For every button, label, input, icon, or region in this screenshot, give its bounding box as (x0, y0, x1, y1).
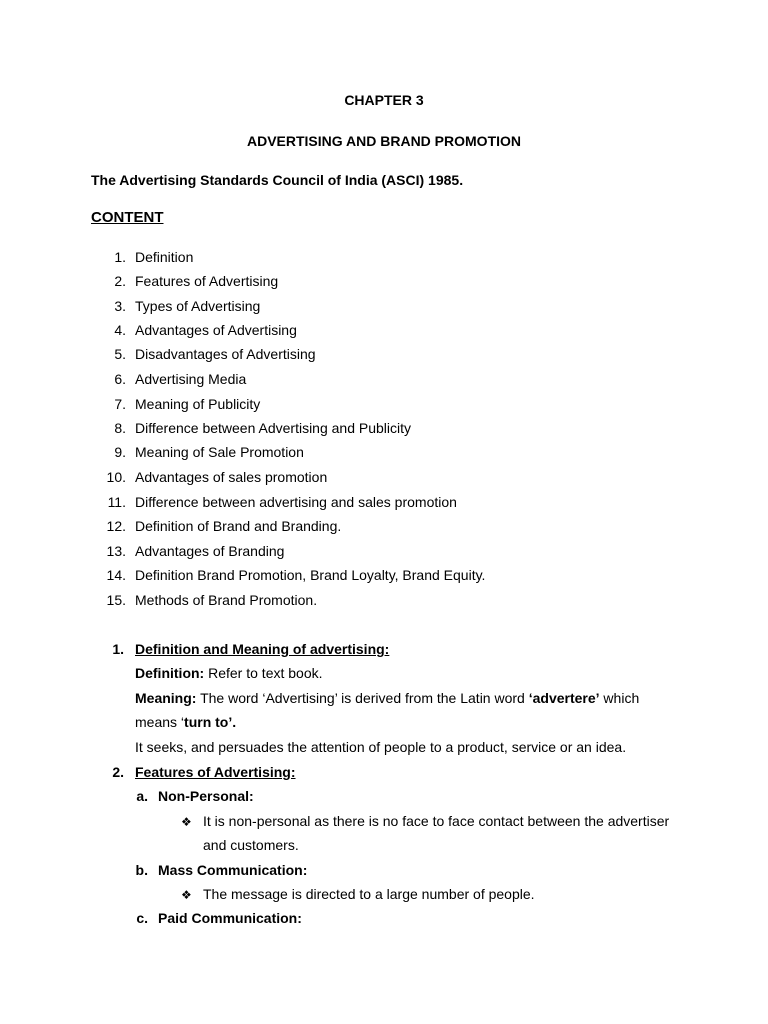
feature-heading (135, 788, 254, 804)
list-item-number: 3. (114, 298, 126, 314)
meaning-text: The word ‘Advertising’ is derived from the Latin word (196, 690, 529, 706)
list-item-number: 11. (107, 494, 126, 510)
section-heading-text: Definition and Meaning of advertising: (135, 641, 390, 657)
section-number: 1. (112, 641, 124, 657)
list-item (100, 420, 411, 436)
definition-label: Definition: (135, 665, 205, 681)
list-item-number: 5. (114, 346, 126, 362)
list-item (100, 592, 317, 608)
list-item (100, 396, 260, 412)
list-item-text: Difference between advertising and sales promotion (135, 494, 457, 510)
list-item-text: Difference between Advertising and Publicity (135, 420, 412, 436)
section-number: 2. (112, 764, 124, 780)
list-item (100, 249, 193, 265)
means-prefix: means ‘ (135, 714, 185, 730)
list-item-number: 12. (106, 518, 126, 534)
list-item-text: Disadvantages of Advertising (135, 346, 316, 362)
list-item (100, 543, 284, 559)
list-item-number: 14. (106, 567, 126, 583)
list-item-number: 1. (114, 249, 126, 265)
list-item-text: Advantages of Branding (135, 543, 285, 559)
meaning-line (135, 690, 639, 706)
list-item (100, 298, 260, 314)
section-heading (108, 641, 389, 657)
feature-heading (135, 910, 302, 926)
list-item-number: 9. (114, 444, 126, 460)
list-item (100, 518, 341, 534)
meaning-label: Meaning: (135, 690, 197, 706)
list-item-number: 2. (114, 273, 126, 289)
feature-heading (135, 862, 307, 878)
bullet-item (181, 886, 535, 902)
means-translation: turn to’. (184, 714, 237, 730)
feature-letter: b. (135, 862, 148, 878)
list-item (100, 444, 304, 460)
list-item-number: 8. (114, 420, 126, 436)
content-heading: CONTENT (91, 209, 164, 226)
list-item-number: 15. (106, 592, 126, 608)
list-item-number: 4. (114, 322, 126, 338)
list-item (100, 322, 297, 338)
list-item-number: 13. (106, 543, 126, 559)
chapter-title: ADVERTISING AND BRAND PROMOTION (246, 133, 522, 149)
list-item-text: Definition (135, 249, 194, 265)
feature-label: Paid Communication: (158, 910, 302, 926)
definition-text: Refer to text book. (204, 665, 323, 681)
chapter-label: CHAPTER 3 (344, 92, 424, 108)
diamond-bullet-icon: ❖ (181, 888, 192, 902)
list-item-text: Advantages of sales promotion (135, 469, 328, 485)
list-item-text: Meaning of Publicity (135, 396, 261, 412)
list-item-number: 7. (114, 396, 126, 412)
bullet-text: The message is directed to a large number of people. (203, 886, 535, 902)
list-item-text: Methods of Brand Promotion. (135, 592, 318, 608)
diamond-bullet-icon: ❖ (181, 815, 192, 829)
meaning-latin-word: ‘advertere’ (528, 690, 600, 706)
list-item (100, 567, 485, 583)
section-heading-text: Features of Advertising: (135, 764, 296, 780)
bullet-text: It is non-personal as there is no face to face contact between the advertiser (203, 813, 670, 829)
list-item-number: 6. (114, 371, 126, 387)
list-item-text: Advertising Media (135, 371, 247, 387)
list-item (100, 273, 278, 289)
list-item-text: Meaning of Sale Promotion (135, 444, 304, 460)
feature-letter: a. (136, 788, 148, 804)
section-heading (108, 764, 296, 780)
list-item (100, 494, 457, 510)
list-item-text: Definition Brand Promotion, Brand Loyalty, Brand Equity. (135, 567, 486, 583)
meaning-continuation (135, 714, 236, 730)
definition-line (135, 665, 323, 681)
bullet-item (181, 813, 669, 829)
list-item (100, 346, 316, 362)
list-item-text: Definition of Brand and Branding. (135, 518, 342, 534)
list-item-text: Advantages of Advertising (135, 322, 297, 338)
bullet-continuation: and customers. (203, 837, 299, 853)
list-item-text: Features of Advertising (135, 273, 279, 289)
list-item-number: 10. (106, 469, 126, 485)
meaning-text-end: which (599, 690, 640, 706)
seeks-line: It seeks, and persuades the attention of people to a product, service or an idea. (135, 739, 627, 755)
document-subtitle: The Advertising Standards Council of India (ASCI) 1985. (91, 172, 464, 188)
list-item (100, 469, 327, 485)
feature-letter: c. (136, 910, 148, 926)
feature-label: Non-Personal: (158, 788, 254, 804)
list-item-text: Types of Advertising (135, 298, 261, 314)
feature-label: Mass Communication: (158, 862, 308, 878)
list-item (100, 371, 246, 387)
